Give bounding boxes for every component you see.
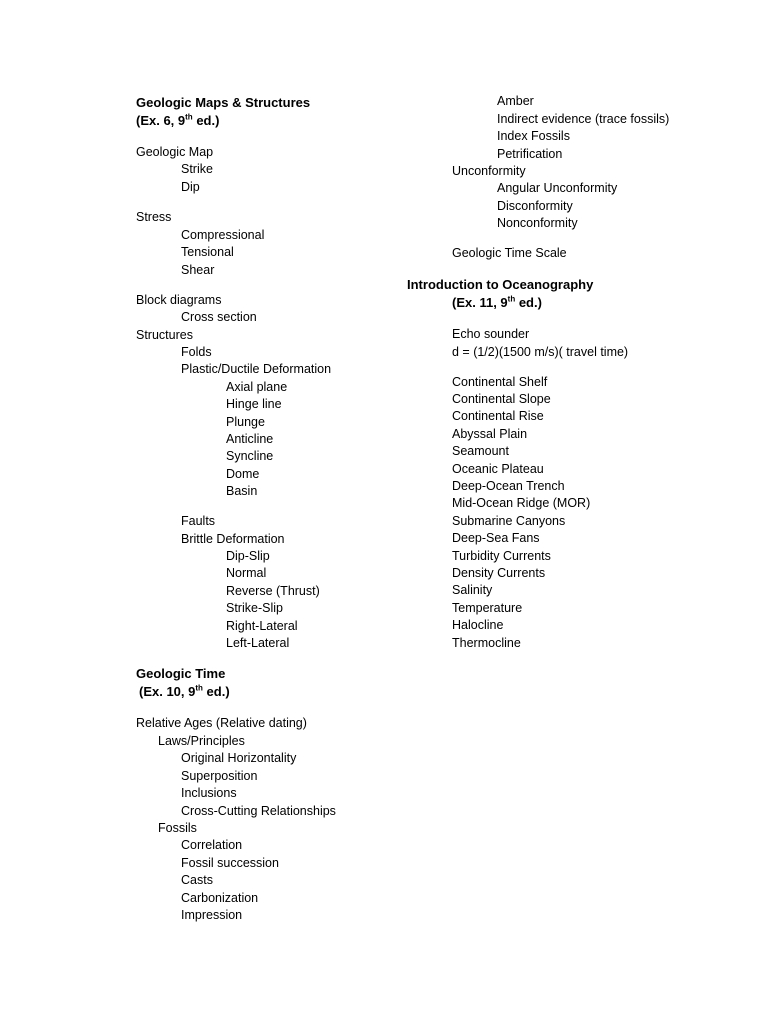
list-item: Salinity	[452, 583, 493, 597]
list-item: Plunge	[226, 415, 265, 429]
list-item: Cross section	[181, 310, 257, 324]
list-item: Normal	[226, 566, 267, 580]
list-item: Geologic Map	[136, 145, 214, 159]
list-item: Dip	[181, 180, 200, 194]
list-item: Folds	[181, 345, 212, 359]
list-item: Density Currents	[452, 566, 546, 580]
list-item: Plastic/Ductile Deformation	[181, 362, 332, 376]
list-item: Mid-Ocean Ridge (MOR)	[452, 496, 591, 510]
list-item: Dip-Slip	[226, 549, 270, 563]
list-item: Strike-Slip	[226, 601, 283, 615]
list-item: Strike	[181, 162, 213, 176]
list-item: Superposition	[181, 769, 258, 783]
list-item: Fossil succession	[181, 856, 279, 870]
list-item: Deep-Sea Fans	[452, 531, 540, 545]
list-item: Faults	[181, 514, 216, 528]
list-item: Fossils	[158, 821, 197, 835]
list-item: Block diagrams	[136, 293, 222, 307]
list-item: Submarine Canyons	[452, 514, 566, 528]
list-item: Disconformity	[497, 199, 573, 213]
list-item: Nonconformity	[497, 216, 578, 230]
heading-geologic-maps-ref: (Ex. 6, 9th ed.)	[136, 112, 220, 128]
list-item: Correlation	[181, 838, 243, 852]
list-item: Laws/Principles	[158, 734, 245, 748]
list-item: Syncline	[226, 449, 274, 463]
list-item: Deep-Ocean Trench	[452, 479, 565, 493]
list-item: Anticline	[226, 432, 274, 446]
list-item: Angular Unconformity	[497, 181, 618, 195]
list-item: Continental Slope	[452, 392, 551, 406]
list-item: Echo sounder	[452, 327, 530, 341]
list-item: Original Horizontality	[181, 751, 297, 765]
list-item: Tensional	[181, 245, 234, 259]
heading-oceanography: Introduction to Oceanography	[407, 277, 594, 292]
list-item: Structures	[136, 328, 193, 342]
list-item: Thermocline	[452, 636, 521, 650]
list-item: Hinge line	[226, 397, 282, 411]
list-item: Casts	[181, 873, 213, 887]
list-item: Oceanic Plateau	[452, 462, 544, 476]
list-item: Impression	[181, 908, 243, 922]
list-item: Dome	[226, 467, 260, 481]
heading-geologic-time: Geologic Time	[136, 666, 226, 681]
list-item: Right-Lateral	[226, 619, 298, 633]
list-item: Relative Ages (Relative dating)	[136, 716, 307, 730]
list-item: Reverse (Thrust)	[226, 584, 320, 598]
list-item: Seamount	[452, 444, 509, 458]
list-item: Unconformity	[452, 164, 526, 178]
heading-geologic-time-ref: (Ex. 10, 9th ed.)	[139, 683, 230, 699]
heading-geologic-maps: Geologic Maps & Structures	[136, 95, 311, 110]
list-item: Turbidity Currents	[452, 549, 551, 563]
list-item: Index Fossils	[497, 129, 570, 143]
list-item: Abyssal Plain	[452, 427, 528, 441]
list-item: Compressional	[181, 228, 265, 242]
list-item: Axial plane	[226, 380, 288, 394]
list-item: Basin	[226, 484, 258, 498]
list-item: Shear	[181, 263, 215, 277]
list-item: Continental Rise	[452, 409, 544, 423]
list-item: Carbonization	[181, 891, 259, 905]
list-item: Left-Lateral	[226, 636, 290, 650]
formula: d = (1/2)(1500 m/s)( travel time)	[452, 345, 629, 359]
list-item: Halocline	[452, 618, 504, 632]
list-item: Temperature	[452, 601, 523, 615]
list-item: Continental Shelf	[452, 375, 548, 389]
heading-oceanography-ref: (Ex. 11, 9th ed.)	[452, 294, 542, 310]
list-item: Indirect evidence (trace fossils)	[497, 112, 670, 126]
list-item: Petrification	[497, 147, 563, 161]
list-item: Inclusions	[181, 786, 237, 800]
list-item: Cross-Cutting Relationships	[181, 804, 336, 818]
list-item: Amber	[497, 94, 534, 108]
list-item: Geologic Time Scale	[452, 246, 567, 260]
list-item: Brittle Deformation	[181, 532, 285, 546]
list-item: Stress	[136, 210, 172, 224]
